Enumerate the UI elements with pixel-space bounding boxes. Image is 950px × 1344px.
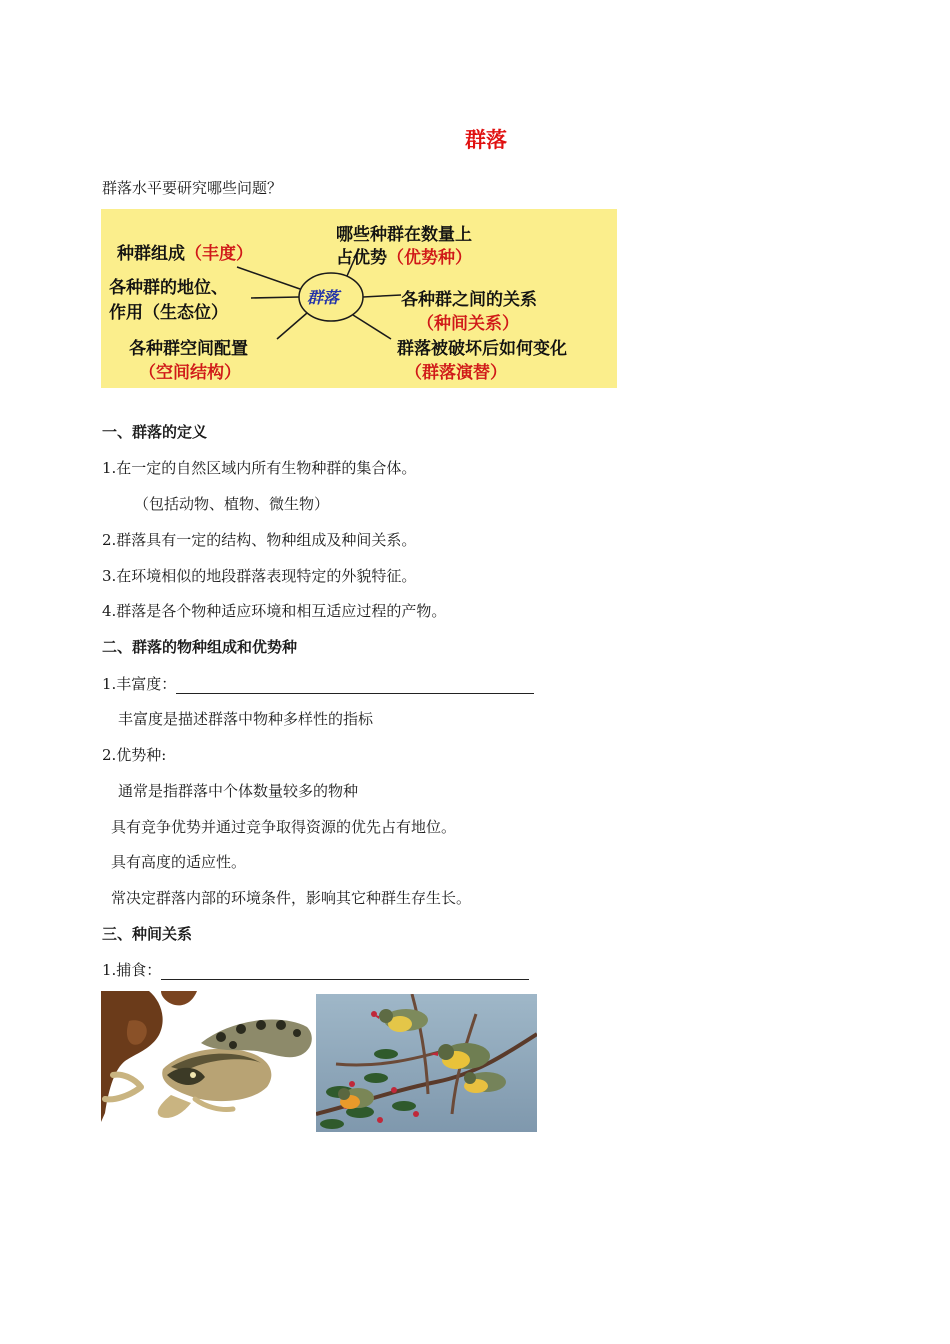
- predation-answer-blank[interactable]: [161, 965, 529, 980]
- community-concept-diagram: [101, 209, 617, 388]
- definition-item: 1.在一定的自然区域内所有生物种群的集合体。: [102, 459, 417, 477]
- node-spatial-term: （空间结构）: [139, 363, 241, 383]
- richness-label: 1.丰富度：: [102, 675, 177, 693]
- richness-description: 丰富度是描述群落中物种多样性的指标: [118, 710, 374, 728]
- predation-row: [102, 959, 529, 980]
- section-heading-composition: 二、群落的物种组成和优势种: [102, 638, 298, 656]
- connector-left-mid: [251, 297, 299, 298]
- birds-illustration: [316, 994, 537, 1132]
- node-term: （丰度）: [185, 244, 253, 264]
- node-label: 种群组成: [117, 244, 185, 264]
- intro-question: 群落水平要研究哪些问题？: [102, 179, 283, 197]
- node-term: （优势种）: [387, 248, 472, 268]
- node-species-composition: [117, 239, 253, 264]
- section-heading-definition: 一、群落的定义: [102, 423, 208, 441]
- snake-frog-illustration: [101, 991, 315, 1122]
- definition-item: 2.群落具有一定的结构、物种组成及种间关系。: [102, 531, 417, 549]
- node-label: 占优势: [336, 248, 387, 268]
- node-niche-line2: 作用（生态位）: [109, 303, 228, 323]
- definition-item: 3.在环境相似的地段群落表现特定的外貌特征。: [102, 567, 417, 585]
- dominant-line: 通常是指群落中个体数量较多的物种: [118, 782, 359, 800]
- diagram-center-label: 群落: [307, 288, 340, 307]
- dominant-label: 2.优势种:: [102, 746, 167, 764]
- node-succession-term: （群落演替）: [405, 363, 507, 383]
- section-heading-interspecies: 三、种间关系: [102, 925, 193, 943]
- definition-item: 4.群落是各个物种适应环境和相互适应过程的产物。: [102, 602, 447, 620]
- dominant-line: 常决定群落内部的环境条件，影响其它种群生存生长。: [111, 889, 472, 907]
- node-spatial-label: 各种群空间配置: [129, 339, 248, 359]
- node-interspecies-label: 各种群之间的关系: [401, 290, 537, 310]
- dominant-line: 具有竞争优势并通过竞争取得资源的优先占有地位。: [111, 818, 457, 836]
- node-niche-line1: 各种群的地位、: [109, 278, 228, 298]
- node-dominance-line2: [336, 243, 472, 268]
- richness-row: [102, 673, 534, 694]
- node-interspecies-term: （种间关系）: [417, 314, 519, 334]
- connector-right-bottom: [353, 315, 391, 339]
- definition-item: （包括动物、植物、微生物）: [134, 495, 330, 513]
- predation-label: 1.捕食：: [102, 961, 162, 979]
- node-dominance-line1: 哪些种群在数量上: [336, 225, 472, 245]
- dominant-line: 具有高度的适应性。: [111, 853, 247, 871]
- page-title: 群落: [465, 128, 507, 152]
- snake-eating-frog-photo: [101, 991, 315, 1122]
- birds-on-branch-photo: [316, 994, 537, 1132]
- connector-left-bottom: [277, 313, 307, 339]
- connector-right-mid: [363, 295, 401, 297]
- richness-answer-blank[interactable]: [176, 679, 534, 694]
- node-succession-label: 群落被破坏后如何变化: [397, 339, 567, 359]
- connector-left-top: [237, 267, 300, 289]
